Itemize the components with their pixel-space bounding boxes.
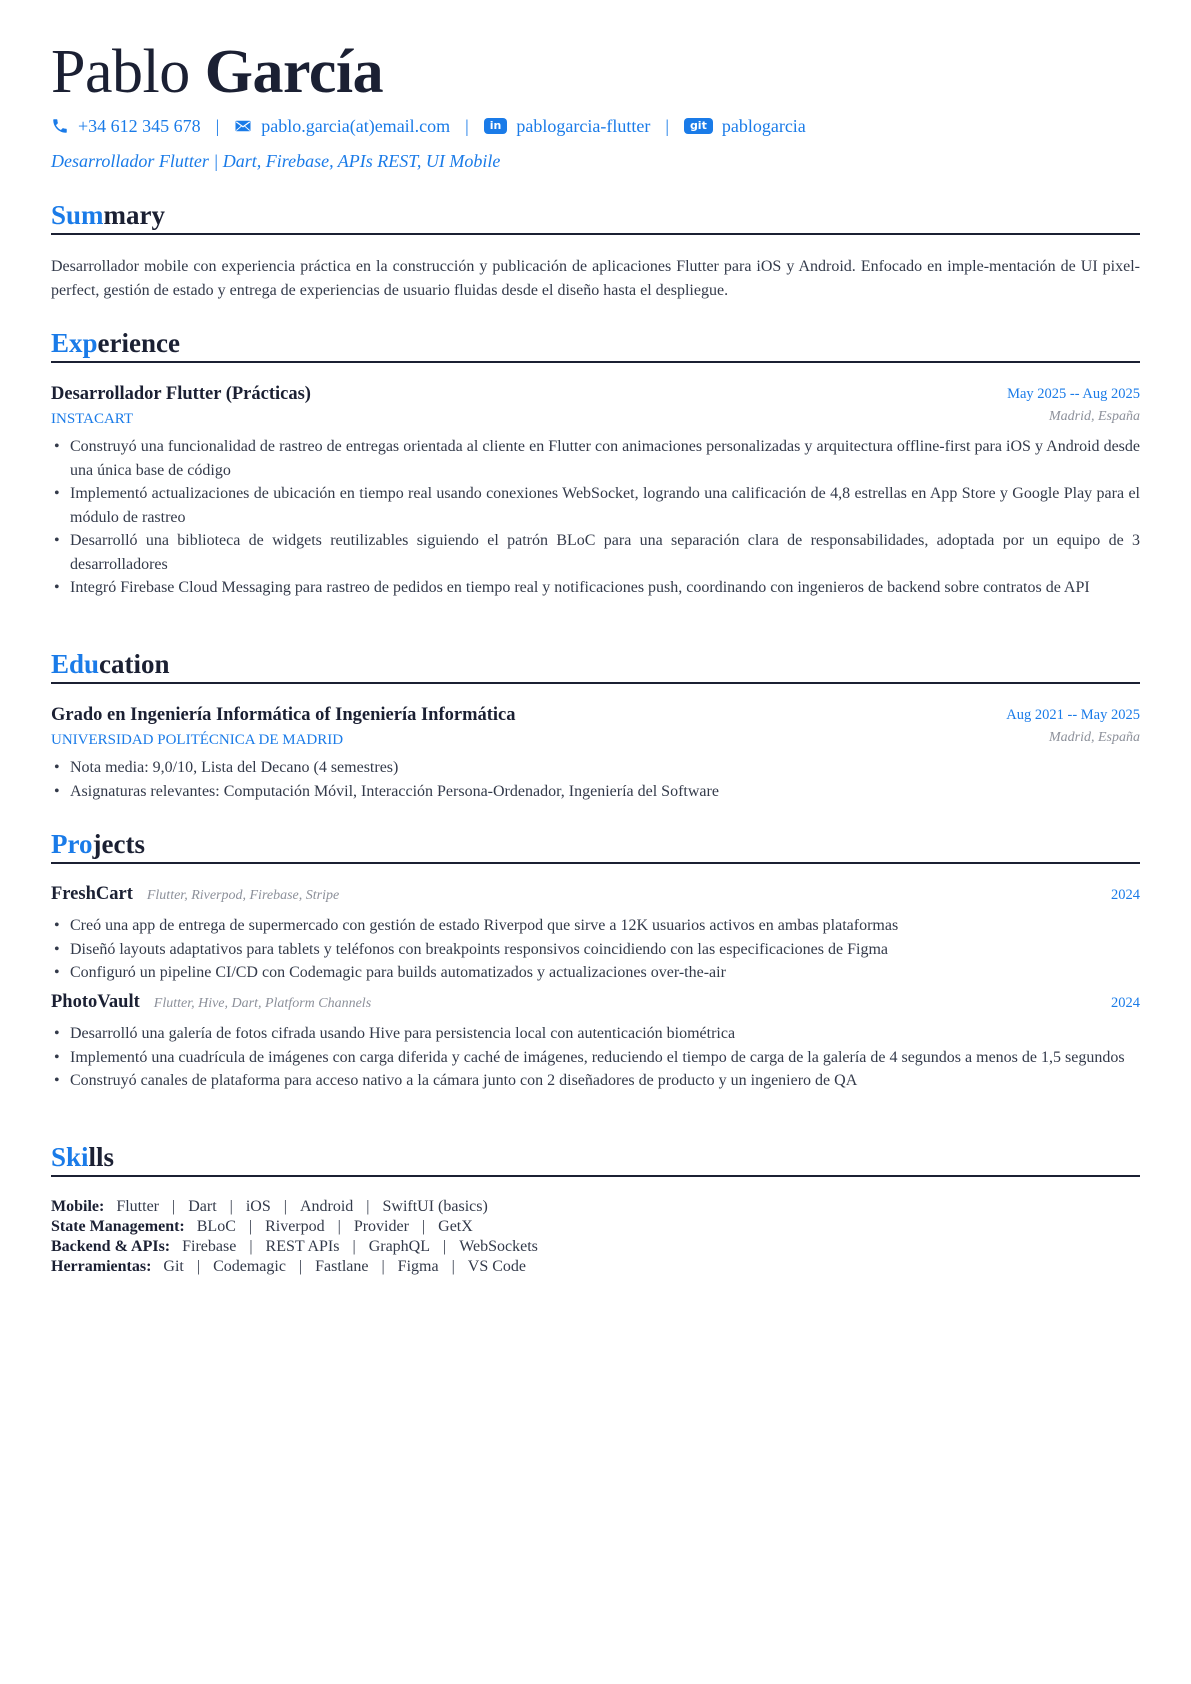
- skill-separator: |: [451, 1258, 455, 1275]
- project-title: [51, 992, 371, 1013]
- job-dates: May 2025 -- Aug 2025: [1007, 386, 1140, 402]
- heading-accent: Ski: [51, 1142, 89, 1172]
- education-location: Madrid, España: [1049, 730, 1140, 745]
- skill-separator: |: [298, 1258, 303, 1275]
- project-tech: Flutter, Hive, Dart, Platform Channels: [153, 996, 372, 1011]
- skill-row-state-management: [51, 1217, 538, 1237]
- contact-bar: [51, 114, 806, 138]
- linkedin-icon: in: [484, 118, 508, 134]
- skill-separator: |: [337, 1218, 341, 1235]
- skill-separator: |: [196, 1258, 201, 1275]
- skill-item: Flutter: [116, 1198, 159, 1215]
- list-item: • Asignaturas relevantes: Computación Móvil, Interacción Persona-Ordenador, Ingeniería del Software: [51, 780, 1140, 804]
- skills-heading: [51, 1141, 1140, 1177]
- email-address: pablo.garcia(at)email.com: [261, 116, 451, 136]
- skill-item: BLoC: [196, 1218, 236, 1235]
- contact-separator: |: [465, 116, 469, 136]
- phone-number: +34 612 345 678: [78, 116, 201, 136]
- skill-item: Provider: [353, 1218, 409, 1235]
- skill-item: Dart: [188, 1198, 217, 1215]
- project-name: FreshCart: [51, 884, 133, 904]
- skill-separator: |: [366, 1198, 370, 1215]
- job-bullets: [51, 435, 1140, 600]
- job-location: Madrid, España: [1049, 409, 1140, 424]
- github-handle: pablogarcia: [721, 116, 806, 136]
- skill-separator: |: [352, 1238, 356, 1255]
- list-item: • Integró Firebase Cloud Messaging para rastreo de pedidos en tiempo real y notificaciones push, coordinando con ingenieros de backend sobre contratos de API: [51, 576, 1140, 600]
- heading-rest: mary: [103, 200, 166, 230]
- github-contact[interactable]: [684, 114, 806, 138]
- skill-row-backend: [51, 1237, 538, 1257]
- degree-title: Grado en Ingeniería Informática of Ingeniería Informática: [51, 705, 516, 725]
- list-item: • Creó una app de entrega de supermercado con gestión de estado Riverpod que sirve a 12K usuarios activos en ambas plataformas: [51, 914, 1140, 938]
- summary-heading: [51, 199, 1140, 235]
- list-item: • Diseñó layouts adaptativos para tablets y teléfonos con breakpoints responsivos coincidiendo con las especificaciones de Figma: [51, 938, 1140, 962]
- list-item: • Nota media: 9,0/10, Lista del Decano (4 semestres): [51, 756, 1140, 780]
- skill-item: WebSockets: [459, 1238, 538, 1255]
- heading-accent: Pro: [51, 829, 93, 859]
- skill-row-tools: [51, 1257, 538, 1277]
- skill-category: State Management:: [51, 1218, 185, 1235]
- list-item: • Implementó una cuadrícula de imágenes con carga diferida y caché de imágenes, reduciendo el tiempo de carga de la galería de 4 segundos a menos de 1,5 segundos: [51, 1046, 1140, 1070]
- skill-item: GraphQL: [368, 1238, 430, 1255]
- heading-accent: Exp: [51, 328, 98, 358]
- heading-accent: Sum: [51, 200, 104, 230]
- envelope-icon: [234, 117, 252, 135]
- last-name: García: [204, 38, 384, 106]
- skill-separator: |: [229, 1198, 233, 1215]
- phone-contact[interactable]: [51, 114, 201, 138]
- job-role: Desarrollador Flutter (Prácticas): [51, 384, 311, 404]
- git-icon: git: [684, 118, 713, 134]
- skill-item: Figma: [397, 1258, 439, 1275]
- skill-item: REST APIs: [265, 1238, 340, 1255]
- heading-rest: lls: [88, 1142, 115, 1172]
- skill-item: Codemagic: [213, 1258, 286, 1275]
- skill-category: Mobile:: [51, 1198, 105, 1215]
- professional-headline: Desarrollador Flutter | Dart, Firebase, APIs REST, UI Mobile: [51, 151, 501, 171]
- project-bullets: [51, 1022, 1140, 1093]
- project-tech: Flutter, Riverpod, Firebase, Stripe: [146, 888, 340, 903]
- candidate-name: [51, 36, 383, 108]
- project-year: 2024: [1111, 995, 1140, 1011]
- list-item: • Desarrolló una biblioteca de widgets reutilizables siguiendo el patrón BLoC para una separación clara de responsabilidades, adoptada por un equipo de 3 desarrolladores: [51, 529, 1140, 576]
- list-item: • Desarrolló una galería de fotos cifrada usando Hive para persistencia local con autenticación biométrica: [51, 1022, 1140, 1046]
- list-item: • Construyó canales de plataforma para acceso nativo a la cámara junto con 2 diseñadores de producto y un ingeniero de QA: [51, 1069, 1140, 1093]
- job-company: INSTACART: [51, 411, 134, 427]
- linkedin-contact[interactable]: [484, 114, 651, 138]
- education-bullets: [51, 756, 1140, 803]
- project-name: PhotoVault: [51, 992, 140, 1012]
- skill-separator: |: [443, 1238, 447, 1255]
- heading-accent: Edu: [51, 649, 100, 679]
- project-title: [51, 884, 339, 905]
- email-contact[interactable]: [234, 114, 450, 138]
- skill-separator: |: [249, 1238, 253, 1255]
- skill-item: Riverpod: [265, 1218, 325, 1235]
- projects-heading: [51, 828, 1140, 864]
- education-dates: Aug 2021 -- May 2025: [1006, 707, 1140, 723]
- skill-item: Git: [163, 1258, 184, 1275]
- skill-item: SwiftUI (basics): [382, 1198, 488, 1215]
- skill-item: Fastlane: [315, 1258, 369, 1275]
- skill-separator: |: [172, 1198, 176, 1215]
- skill-separator: |: [381, 1258, 385, 1275]
- project-year: 2024: [1111, 887, 1140, 903]
- first-name: Pablo: [51, 38, 190, 106]
- skill-separator: |: [283, 1198, 287, 1215]
- education-heading: [51, 648, 1140, 684]
- skill-item: GetX: [438, 1218, 473, 1235]
- skill-item: VS Code: [467, 1258, 526, 1275]
- heading-rest: erience: [97, 328, 180, 358]
- phone-icon: [51, 117, 69, 135]
- skill-item: iOS: [245, 1198, 271, 1215]
- contact-separator: |: [215, 116, 220, 136]
- school-name: UNIVERSIDAD POLITÉCNICA DE MADRID: [51, 732, 344, 748]
- project-bullets: [51, 914, 1140, 985]
- skills-list: [51, 1197, 538, 1277]
- list-item: • Implementó actualizaciones de ubicación en tiempo real usando conexiones WebSocket, logrando una calificación de 4,8 estrellas en App Store y Google Play para el módulo de rastreo: [51, 482, 1140, 529]
- heading-rest: jects: [92, 829, 145, 859]
- skill-item: Android: [299, 1198, 354, 1215]
- skill-separator: |: [248, 1218, 253, 1235]
- list-item: • Construyó una funcionalidad de rastreo de entregas orientada al cliente en Flutter con animaciones personalizadas y arquitectura offline-first para iOS y Android desde una única base de código: [51, 435, 1140, 482]
- skill-item: Firebase: [182, 1238, 237, 1255]
- skill-category: Backend & APIs:: [51, 1238, 171, 1255]
- list-item: • Configuró un pipeline CI/CD con Codemagic para builds automatizados y actualizaciones over-the-air: [51, 961, 1140, 985]
- heading-rest: cation: [99, 649, 170, 679]
- contact-separator: |: [665, 116, 669, 136]
- experience-heading: [51, 327, 1140, 363]
- skill-category: Herramientas:: [51, 1258, 152, 1275]
- linkedin-handle: pablogarcia-flutter: [516, 116, 651, 136]
- summary-text: Desarrollador mobile con experiencia práctica en la construcción y publicación de aplicaciones Flutter para iOS y Android. Enfocado en imple-mentación de UI pixel-perfect, gestión de estado y entrega de experiencias de usuario fluidas desde el diseño hasta el despliegue.: [51, 258, 1140, 299]
- skill-separator: |: [421, 1218, 426, 1235]
- skill-row-mobile: [51, 1197, 538, 1217]
